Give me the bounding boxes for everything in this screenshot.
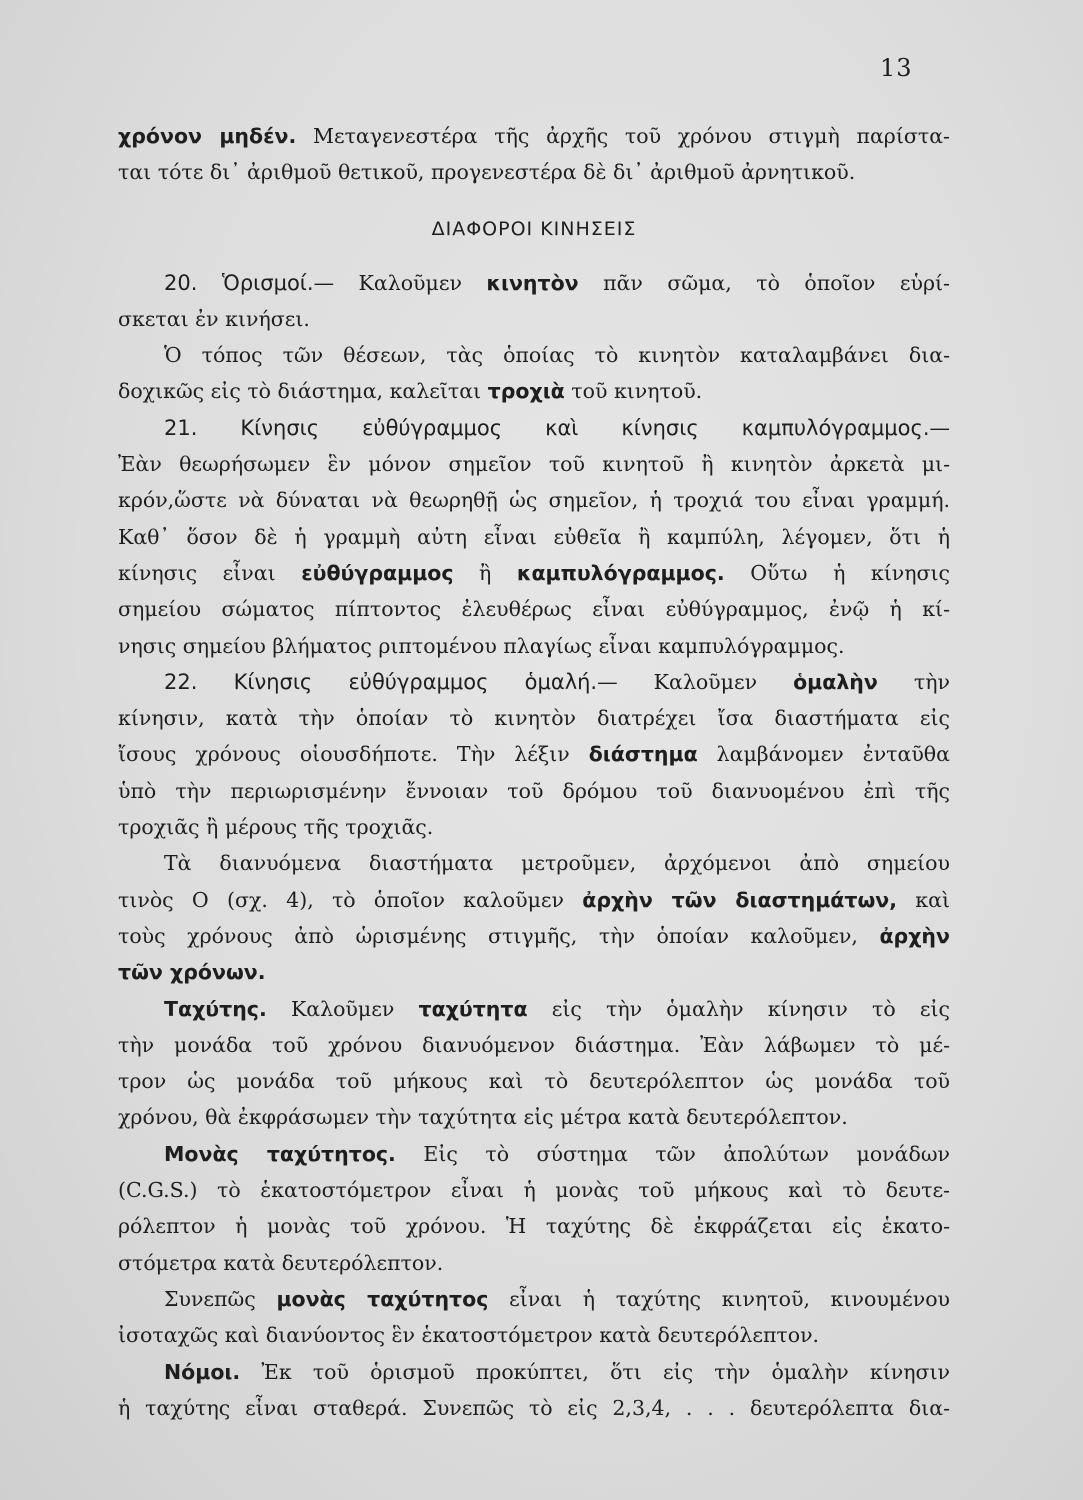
text-run: ὑπὸ τὴν περιωρισμένην ἔννοιαν τοῦ δρόμου τοῦ διανυομένου ἐπὶ τῆς: [118, 778, 950, 803]
text-run: τρον ὡς μονάδα τοῦ μήκους καὶ τὸ δευτερόλεπτον ὡς μονάδα τοῦ: [118, 1069, 950, 1094]
emphasized-term: ὁμαλὴν: [793, 669, 878, 694]
text-run: κίνησιν, κατὰ τὴν ὁποίαν τὸ κινητὸν διατρέχει ἴσα διαστήματα εἰς: [118, 706, 950, 731]
text-line: [118, 1245, 950, 1281]
text-line: [118, 991, 950, 1027]
text-run: ἰσοταχῶς καὶ διανύοντος ἓν ἑκατοστόμετρον κατὰ δευτερόλεπτον.: [118, 1323, 820, 1348]
text-line: [118, 1281, 950, 1317]
text-line: [118, 664, 950, 700]
emphasized-term: Νόμοι.: [164, 1359, 241, 1384]
section-heading: ΔΙΑΦΟΡΟΙ ΚΙΝΗΣΕΙΣ: [431, 217, 637, 240]
emphasized-term: ἀρχὴν: [879, 923, 950, 948]
text-run: Μεταγενεστέρα τῆς ἀρχῆς τοῦ χρόνου στιγμὴ παρίστα-: [296, 124, 950, 148]
text-line: [118, 591, 950, 627]
text-line: [118, 555, 950, 591]
text-line: [118, 1317, 950, 1353]
text-run: νησις σημείου βλήματος ριπτομένου πλαγίως εἶναι καμπυλόγραμμος.: [118, 633, 845, 658]
emphasized-term: εὐθύγραμμος: [301, 560, 454, 585]
text-line: [118, 337, 950, 373]
text-line: [118, 1390, 950, 1426]
emphasized-term: Μονὰς ταχύτητος.: [164, 1141, 396, 1166]
text-line: [118, 736, 950, 772]
text-run: (C.G.S.) τὸ ἑκατοστόμετρον εἶναι ἡ μονὰς τοῦ μήκους καὶ τὸ δευτε-: [118, 1178, 950, 1203]
text-line: [118, 482, 950, 518]
text-run: στόμετρα κατὰ δευτερόλεπτον.: [118, 1250, 444, 1275]
text-line: [118, 773, 950, 809]
text-run: — Καλοῦμεν: [313, 270, 487, 295]
text-run: ἴσους χρόνους οἱουσδήποτε. Τὴν λέξιν: [118, 742, 589, 767]
text-run: πᾶν σῶμα, τὸ ὁποῖον εὑρί-: [578, 270, 950, 295]
text-line: [118, 1208, 950, 1244]
text-run: κρόν,ὥστε νὰ δύναται νὰ θεωρηθῇ ὡς σημεῖον, ἡ τροχιά του εἶναι γραμμή.: [118, 488, 950, 513]
text-line: [118, 446, 950, 482]
text-line: [118, 1099, 950, 1135]
text-line: [118, 301, 950, 337]
text-run: δοχικῶς εἰς τὸ διάστημα, καλεῖται: [118, 379, 488, 404]
text-run: λαμβάνομεν ἐνταῦθα: [697, 742, 950, 767]
text-run: χρόνου, θὰ ἐκφράσωμεν τὴν ταχύτητα εἰς μέτρα κατὰ δευτερόλεπτον.: [118, 1105, 848, 1130]
text-run: τινὸς Ο (σχ. 4), τὸ ὁποῖον καλοῦμεν: [118, 887, 583, 912]
text-line: [118, 118, 950, 154]
emphasized-term: ταχύτητα: [418, 996, 528, 1021]
text-run: Καλοῦμεν: [266, 996, 419, 1021]
text-line: [118, 1354, 950, 1390]
text-run: Ἐκ τοῦ ὁρισμοῦ προκύπτει, ὅτι εἰς τὴν ὁμαλὴν κίνησιν: [240, 1359, 950, 1384]
text-line: [118, 265, 950, 301]
text-line: [118, 809, 950, 845]
text-run: καὶ: [897, 887, 950, 912]
text-line: [118, 845, 950, 881]
text-run: Εἰς τὸ σύστημα τῶν ἀπολύτων μονάδων: [395, 1141, 950, 1166]
text-line: [118, 1172, 950, 1208]
text-run: Οὕτω ἡ κίνησις: [724, 560, 950, 585]
text-line: [118, 1063, 950, 1099]
text-run: σημείου σώματος πίπτοντος ἐλευθέρως εἶναι εὐθύγραμμος, ἐνῷ ἡ κί-: [118, 597, 950, 622]
body-text: [118, 118, 950, 1426]
text-run: ἡ ταχύτης εἶναι σταθερά. Συνεπῶς τὸ εἰς 2,3,4, . . . δευτερόλεπτα δια-: [118, 1395, 950, 1420]
text-line: [118, 882, 950, 918]
text-line: [118, 519, 950, 555]
text-run: Ὁ τόπος τῶν θέσεων, τὰς ὁποίας τὸ κινητὸν καταλαμβάνει δια-: [164, 343, 950, 368]
text-line: [118, 700, 950, 736]
text-line: [118, 628, 950, 664]
emphasized-term: κινητὸν: [486, 270, 579, 295]
text-run: τὴν μονάδα τοῦ χρόνου διανυόμενον διάστημα. Ἐὰν λάβωμεν τὸ μέ-: [118, 1032, 950, 1057]
text-run: ται τότε δι᾿ ἀριθμοῦ θετικοῦ, προγενεστέρα δὲ δι᾿ ἀριθμοῦ ἀρνητικοῦ.: [118, 160, 856, 185]
text-run: ρόλεπτον ἡ μονὰς τοῦ χρόνου. Ἡ ταχύτης δὲ ἐκφράζεται εἰς ἑκατο-: [118, 1214, 950, 1239]
text-run: τοῦ κινητοῦ.: [564, 379, 703, 404]
text-run: Ἐὰν θεωρήσωμεν ἓν μόνον σημεῖον τοῦ κινητοῦ ἢ κινητὸν ἀρκετὰ μι-: [118, 452, 950, 477]
text-line: [118, 918, 950, 954]
text-run: σκεται ἐν κινήσει.: [118, 306, 310, 331]
text-line: [118, 410, 950, 446]
text-run: ἢ: [453, 560, 517, 585]
text-run: κίνησις εἶναι: [118, 560, 302, 585]
text-run: εἰς τὴν ὁμαλὴν κίνησιν τὸ εἰς: [527, 996, 950, 1021]
text-run: τροχιᾶς ἢ μέρους τῆς τροχιᾶς.: [118, 815, 434, 840]
page-number: 13: [880, 54, 913, 82]
emphasized-term: χρόνον μηδέν.: [118, 124, 297, 148]
text-line: [118, 154, 950, 190]
text-run: Συνεπῶς: [164, 1286, 277, 1311]
emphasized-term: 22. Κίνησις εὐθύγραμμος ὁμαλή.: [164, 669, 598, 694]
emphasized-term: μονὰς ταχύτητος: [276, 1286, 489, 1311]
text-line: [118, 954, 950, 990]
text-run: εἶναι ἡ ταχύτης κινητοῦ, κινουμένου: [488, 1286, 951, 1311]
text-line: [118, 373, 950, 409]
emphasized-term: τροχιὰ: [487, 379, 565, 404]
text-line: [118, 1136, 950, 1172]
emphasized-term: διάστημα: [588, 742, 698, 767]
text-line: [118, 1027, 950, 1063]
emphasized-term: ἀρχὴν τῶν διαστημάτων,: [582, 887, 898, 912]
text-run: — Καλοῦμεν: [597, 669, 794, 694]
emphasized-term: Ταχύτης.: [164, 996, 267, 1021]
emphasized-term: 20. Ὁρισμοί.: [164, 270, 314, 295]
emphasized-term: 21. Κίνησις εὐθύγραμμος καὶ κίνησις καμπυλόγραμμος.: [164, 415, 930, 440]
text-run: —: [929, 415, 950, 440]
text-run: Τὰ διανυόμενα διαστήματα μετροῦμεν, ἀρχόμενοι ἀπὸ σημείου: [164, 851, 950, 876]
text-run: τοὺς χρόνους ἀπὸ ὡρισμένης στιγμῆς, τὴν ὁποίαν καλοῦμεν,: [118, 923, 880, 948]
emphasized-term: καμπυλόγραμμος.: [516, 560, 725, 585]
text-run: τὴν: [877, 669, 950, 694]
text-run: Καθ᾿ ὅσον δὲ ἡ γραμμὴ αὐτη εἶναι εὐθεῖα ἢ καμπύλη, λέγομεν, ὅτι ἡ: [118, 524, 950, 549]
emphasized-term: τῶν χρόνων.: [118, 960, 266, 985]
